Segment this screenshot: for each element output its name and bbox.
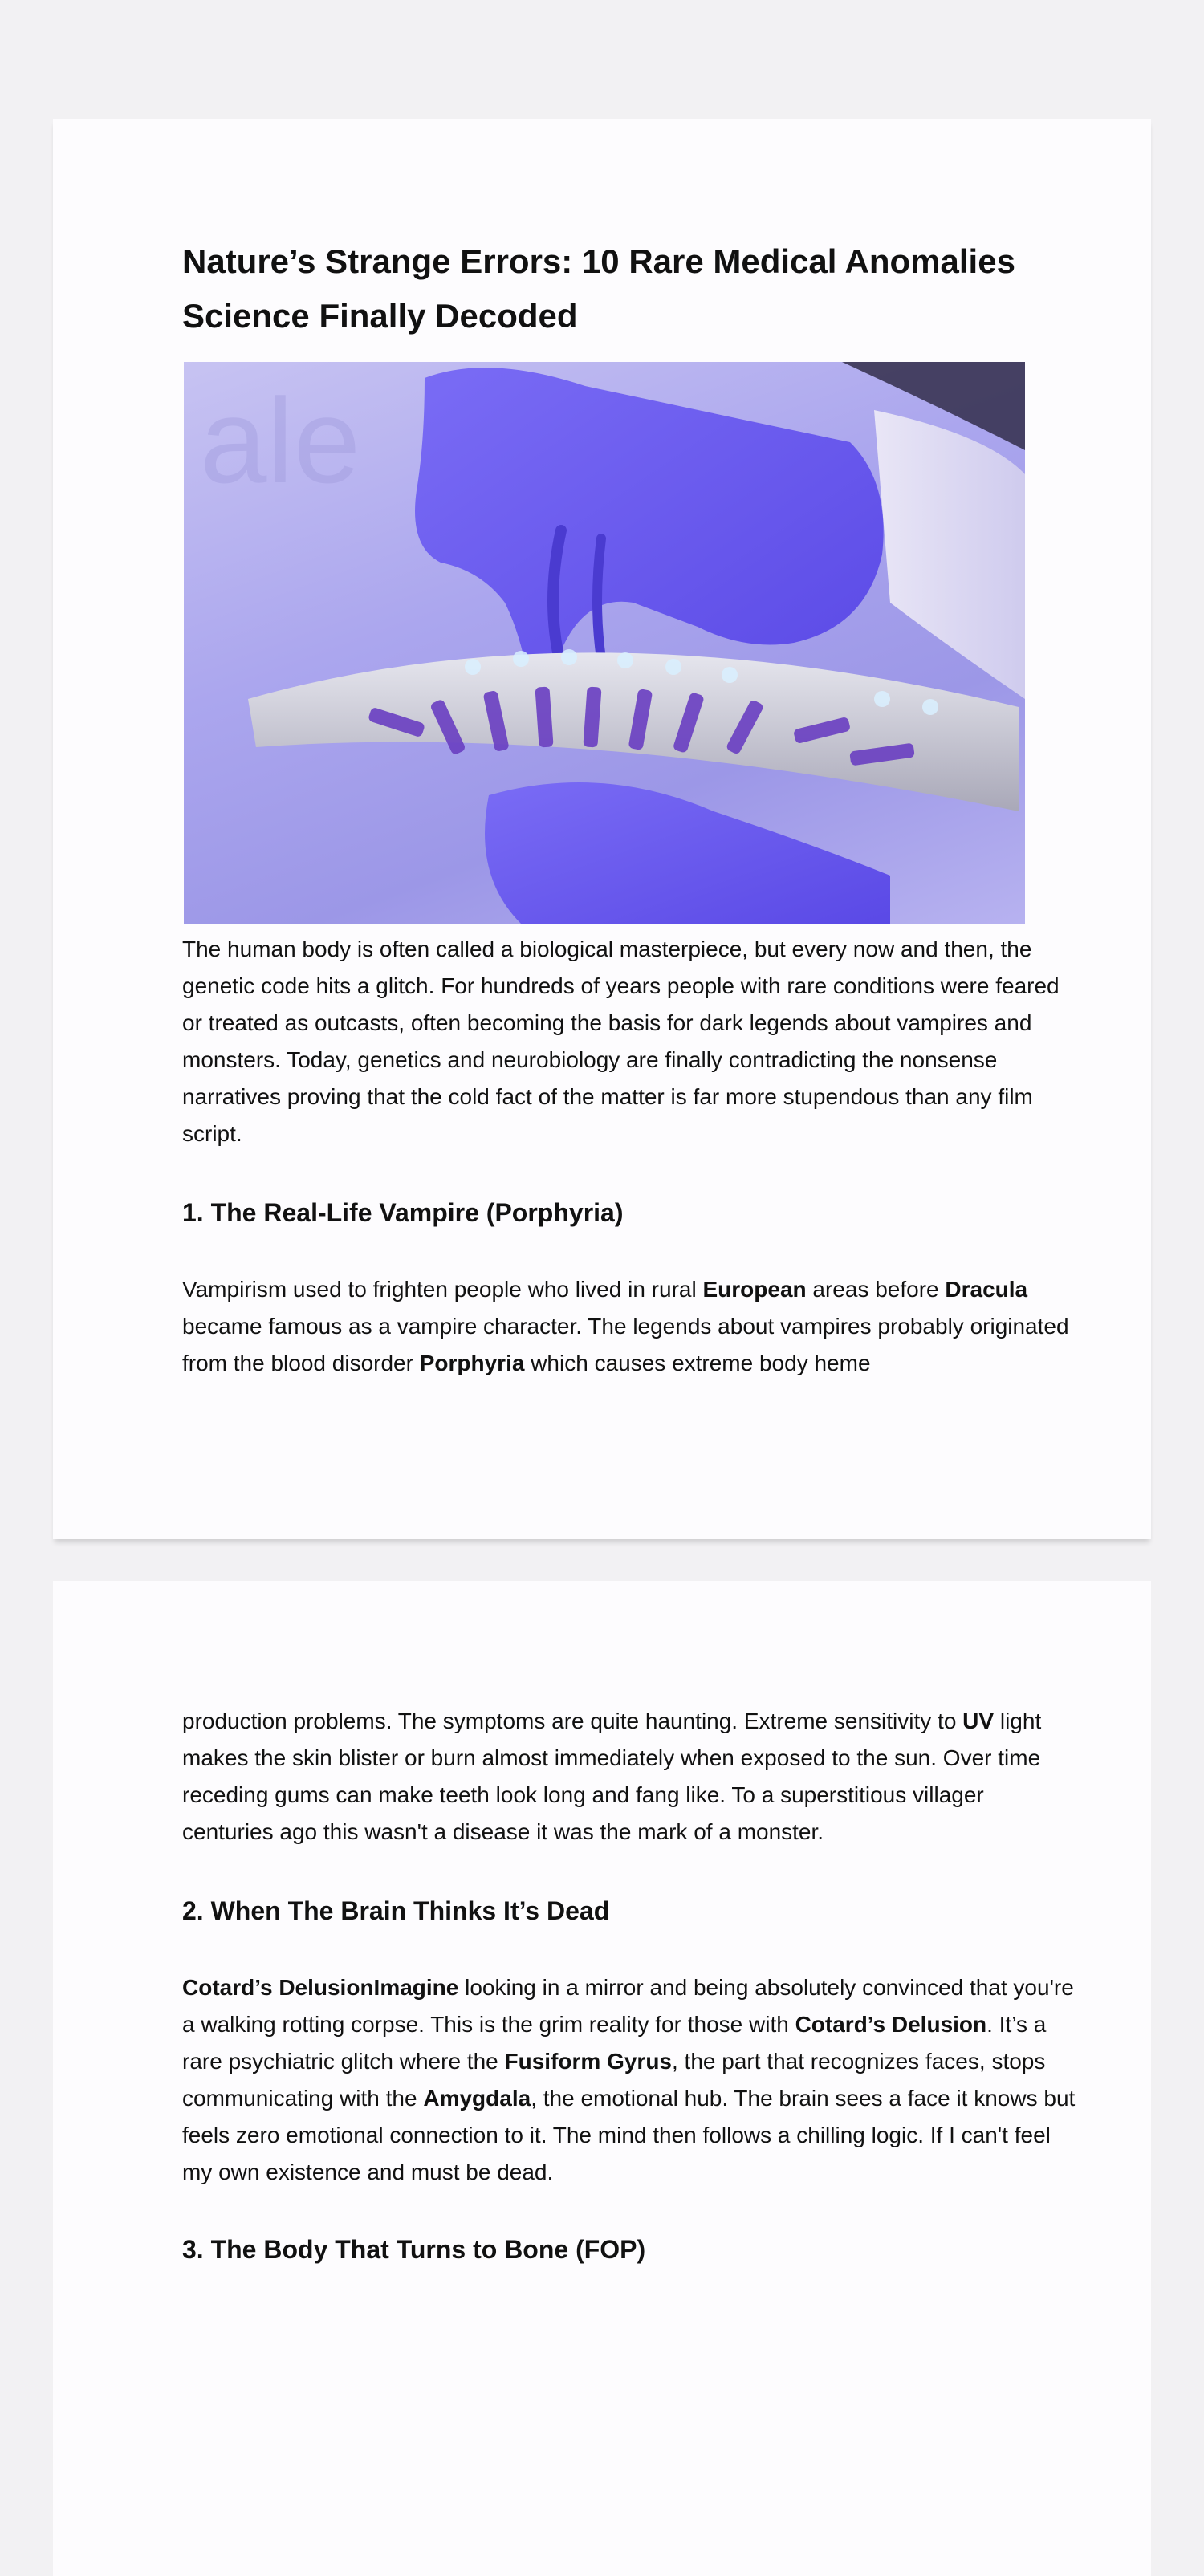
section-1-paragraph: Vampirism used to frighten people who lived in rural European areas before Dracula became famous as a vampire character. The legends about vampires probably originated from the blood disorder Porphyria which causes extreme body heme <box>182 1277 1069 1375</box>
section-1-header <box>182 1194 1081 1231</box>
hero-image <box>184 362 1025 924</box>
section-3-heading: 3. The Body That Turns to Bone (FOP) <box>182 2235 646 2264</box>
lab-gloves-illustration <box>184 362 1025 924</box>
bold-porphyria: Porphyria <box>419 1351 525 1375</box>
article-title: Nature’s Strange Errors: 10 Rare Medical Anomalies Science Finally Decoded <box>182 242 1015 335</box>
title-block <box>182 234 1081 343</box>
bold-amygdala: Amygdala <box>423 2086 531 2111</box>
section-1-paragraph-continued: production problems. The symptoms are quite haunting. Extreme sensitivity to UV light makes the skin blister or burn almost immediately when exposed to the sun. Over time receding gums can make teeth look long and fang like. To a superstitious villager centuries ago this wasn't a disease it was the mark of a monster. <box>182 1709 1042 1844</box>
section-3-header <box>182 2231 1081 2268</box>
section-1-heading: 1. The Real-Life Vampire (Porphyria) <box>182 1198 624 1227</box>
svg-text:ale: ale <box>200 373 361 508</box>
section-1-body <box>182 1271 1081 1382</box>
intro-block <box>182 931 1081 1152</box>
section-2-heading: 2. When The Brain Thinks It’s Dead <box>182 1896 610 1925</box>
bold-uv: UV <box>962 1709 995 1733</box>
document-page-2 <box>53 1581 1151 2576</box>
section-2-body <box>182 1969 1081 2191</box>
document-page-1 <box>53 119 1151 1539</box>
bold-cotard-delusion: Cotard’s Delusion <box>795 2012 987 2037</box>
section-2-header <box>182 1892 1081 1929</box>
bold-cotard-imagine: Cotard’s DelusionImagine <box>182 1975 459 2000</box>
section-2-paragraph: Cotard’s DelusionImagine looking in a mirror and being absolutely convinced that you're a walking rotting corpse. This is the grim reality for those with Cotard’s Delusion. It’s a rare psychiatric glitch where the Fusiform Gyrus, the part that recognizes faces, stops communicating with the Amygdala, the emotional hub. The brain sees a face it knows but feels zero emotional connection to it. The mind then follows a chilling logic. If I can't feel my own existence and must be dead. <box>182 1975 1076 2184</box>
bold-european: European <box>702 1277 807 1302</box>
bold-fusiform-gyrus: Fusiform Gyrus <box>504 2049 672 2074</box>
intro-paragraph: The human body is often called a biological masterpiece, but every now and then, the genetic code hits a glitch. For hundreds of years people with rare conditions were feared or treated as outcasts, often becoming the basis for dark legends about vampires and monsters. Today, genetics and neurobiology are finally contradicting the nonsense narratives proving that the cold fact of the matter is far more stupendous than any film script. <box>182 937 1060 1146</box>
bold-dracula: Dracula <box>945 1277 1028 1302</box>
section-1-continued <box>182 1703 1081 1851</box>
